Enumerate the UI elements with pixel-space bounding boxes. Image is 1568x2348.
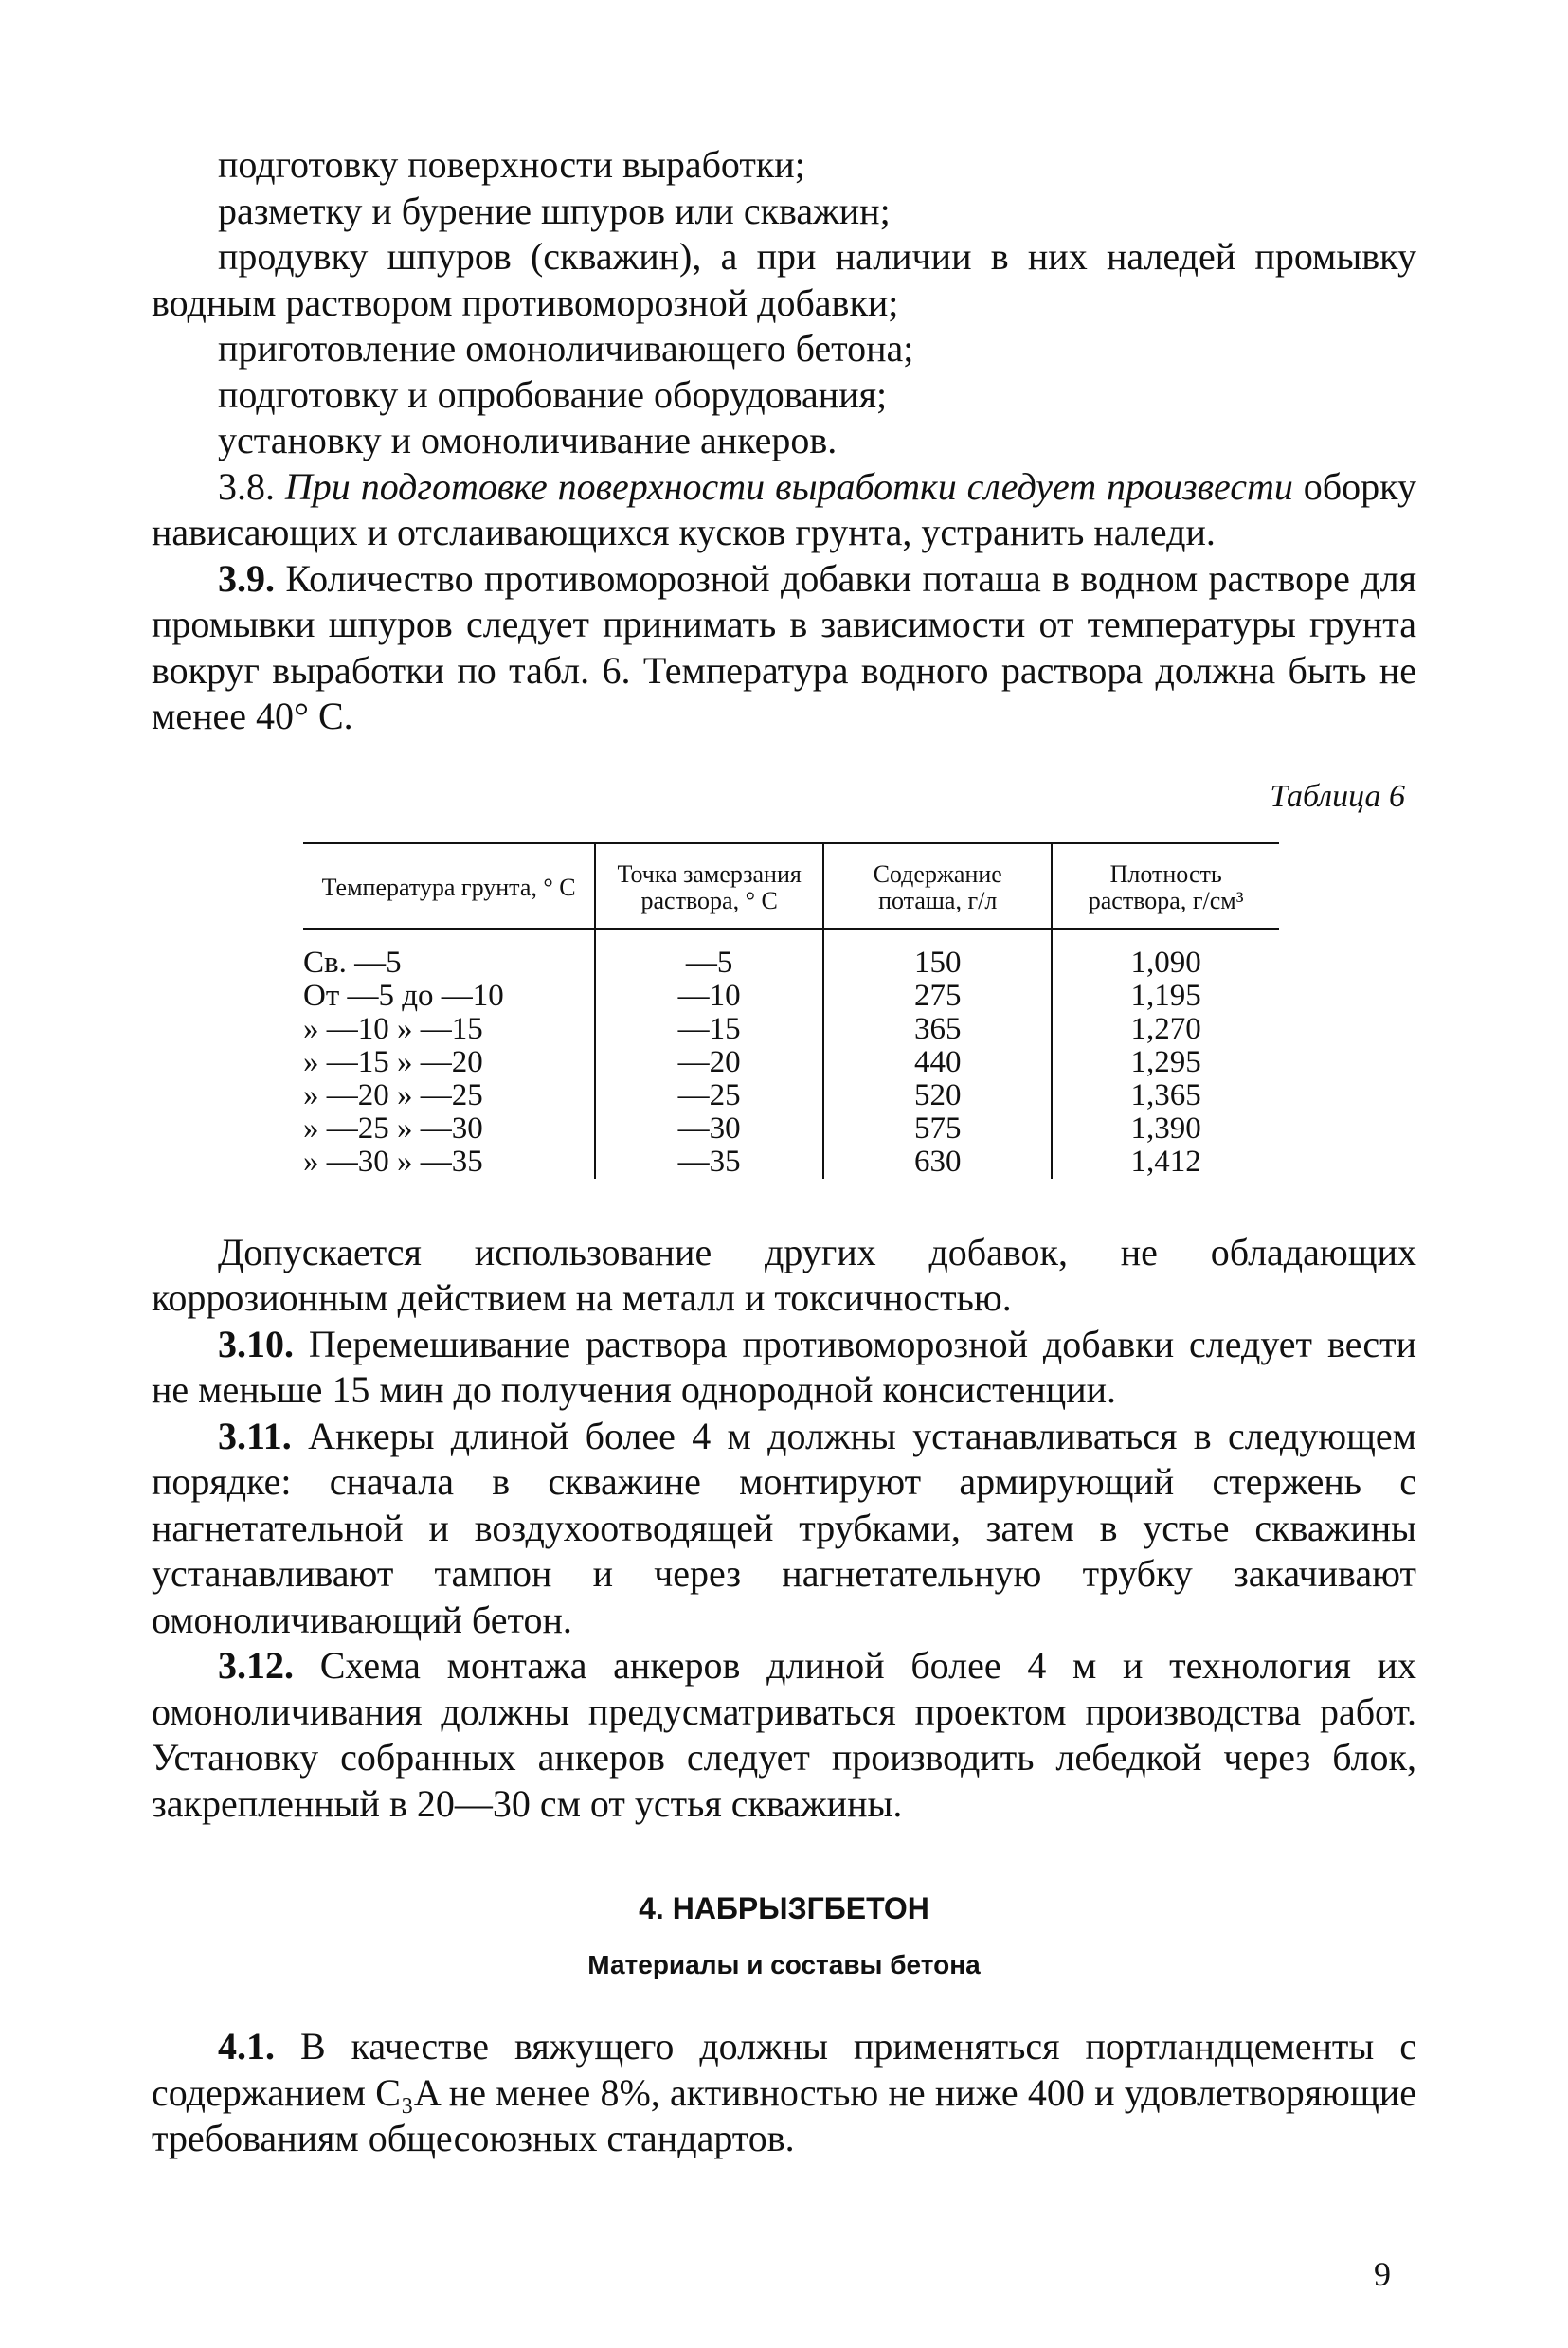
table-cell: 1,295	[1052, 1046, 1279, 1079]
clause-text: оборку нависающих и отслаивающихся кусков грунта, устранить наледи.	[152, 464, 1417, 553]
table-cell: 575	[823, 1112, 1052, 1146]
paragraph-4-1	[152, 2024, 1416, 2162]
list-item: разметку и бурение шпуров или скважин;	[218, 189, 891, 232]
clause-number: 3.12.	[218, 1644, 294, 1687]
subsection-title: Материалы и составы бетона	[587, 1950, 981, 1979]
clause-text: Анкеры длиной более 4 м должны устанавливаться в следующем порядке: сначала в скважине монтируют армирующий стержень с нагнетательной и воздухоотводящей трубками, затем в устье скважины устанавливают тампон и через нагнетательную трубку закачивают омоноличивающий бетон.	[152, 1414, 1416, 1641]
clause-number: 3.11.	[218, 1414, 292, 1457]
table-row	[303, 980, 1279, 1013]
table-cell: 1,195	[1052, 980, 1279, 1013]
table-cell: » —20 » —25	[303, 1077, 483, 1112]
table-cell: » —30 » —35	[303, 1144, 483, 1179]
list-item: продувку шпуров (скважин), а при наличии в них наледей промывку водным раствором противоморозной добавки;	[152, 235, 1416, 324]
paragraph-3-9	[152, 556, 1416, 740]
table-cell: 365	[823, 1013, 1052, 1046]
clause-text: В качестве вяжущего должны применяться портландцементы с содержанием C₃A не менее 8%, активностью не ниже 400 и удовлетворяющие требованиям общесоюзных стандартов.	[152, 2025, 1416, 2159]
table-cell: 1,090	[1052, 929, 1279, 980]
table-6	[303, 842, 1279, 1179]
clause-number: 4.1.	[218, 2025, 275, 2068]
table-cell: 1,390	[1052, 1112, 1279, 1146]
clause-number: 3.8.	[218, 464, 275, 508]
document-page	[152, 142, 1416, 2162]
table-cell: —30	[595, 1112, 823, 1146]
clause-text: Схема монтажа анкеров длиной более 4 м и технология их омоноличивания должны предусматриваться проектом производства работ. Установку собранных анкеров следует производить лебедкой через блок, закрепленный в 20—30 см от устья скважины.	[152, 1644, 1416, 1825]
paragraph-allowance: Допускается использование других добавок, не обладающих коррозионным действием на металл и токсичностью.	[152, 1230, 1416, 1319]
table-cell: Св. —5	[303, 945, 402, 980]
paragraph-3-10	[152, 1322, 1416, 1414]
column-header: Температура грунта, ° С	[303, 843, 595, 929]
table-cell: » —10 » —15	[303, 1011, 483, 1046]
clause-number: 3.10.	[218, 1322, 294, 1365]
section-title: 4. НАБРЫЗГБЕТОН	[639, 1891, 929, 1925]
column-header: Плотность раствора, г/см³	[1052, 843, 1279, 929]
table-row	[303, 1146, 1279, 1179]
table-cell: —20	[595, 1046, 823, 1079]
table-caption: Таблица 6	[1270, 778, 1405, 814]
page-number: 9	[1374, 2255, 1391, 2293]
table-row	[303, 1013, 1279, 1046]
clause-number: 3.9.	[218, 556, 275, 600]
table-cell: 1,412	[1052, 1146, 1279, 1179]
table-cell: —35	[595, 1146, 823, 1179]
table-cell: 1,365	[1052, 1079, 1279, 1112]
table-cell: —15	[595, 1013, 823, 1046]
table-cell: 275	[823, 980, 1052, 1013]
list-item: подготовку и опробование оборудования;	[218, 372, 888, 416]
table-row	[303, 1046, 1279, 1079]
table-row	[303, 929, 1279, 980]
column-header: Содержание поташа, г/л	[823, 843, 1052, 929]
column-header: Точка замерзания раствора, ° С	[595, 843, 823, 929]
table-cell: » —15 » —20	[303, 1044, 483, 1079]
table-cell: » —25 » —30	[303, 1111, 483, 1146]
table-row	[303, 1079, 1279, 1112]
table-cell: От —5 до —10	[303, 978, 504, 1013]
paragraph-3-12	[152, 1643, 1416, 1827]
list-item: установку и омоноличивание анкеров.	[218, 419, 838, 461]
paragraph-3-11	[152, 1414, 1416, 1644]
clause-italic-text: При подготовке поверхности выработки следует произвести	[284, 464, 1293, 508]
list-item: подготовку поверхности выработки;	[218, 143, 805, 186]
list-item: приготовление омоноличивающего бетона;	[218, 327, 914, 370]
table-row	[303, 1112, 1279, 1146]
paragraph-3-8	[152, 464, 1416, 556]
table-cell: 150	[823, 929, 1052, 980]
table-cell: 520	[823, 1079, 1052, 1112]
table-cell: 440	[823, 1046, 1052, 1079]
table-cell: —10	[595, 980, 823, 1013]
clause-text: Количество противоморозной добавки поташа в водном растворе для промывки шпуров следует принимать в зависимости от температуры грунта вокруг выработки по табл. 6. Температура водного раствора должна быть не менее 40° С.	[152, 556, 1416, 737]
table-cell: —25	[595, 1079, 823, 1112]
table-cell: 1,270	[1052, 1013, 1279, 1046]
table-cell: 630	[823, 1146, 1052, 1179]
table-header-row	[303, 843, 1279, 929]
table-cell: —5	[595, 929, 823, 980]
clause-text: Перемешивание раствора противоморозной добавки следует вести не меньше 15 мин до получения однородной консистенции.	[152, 1322, 1416, 1411]
